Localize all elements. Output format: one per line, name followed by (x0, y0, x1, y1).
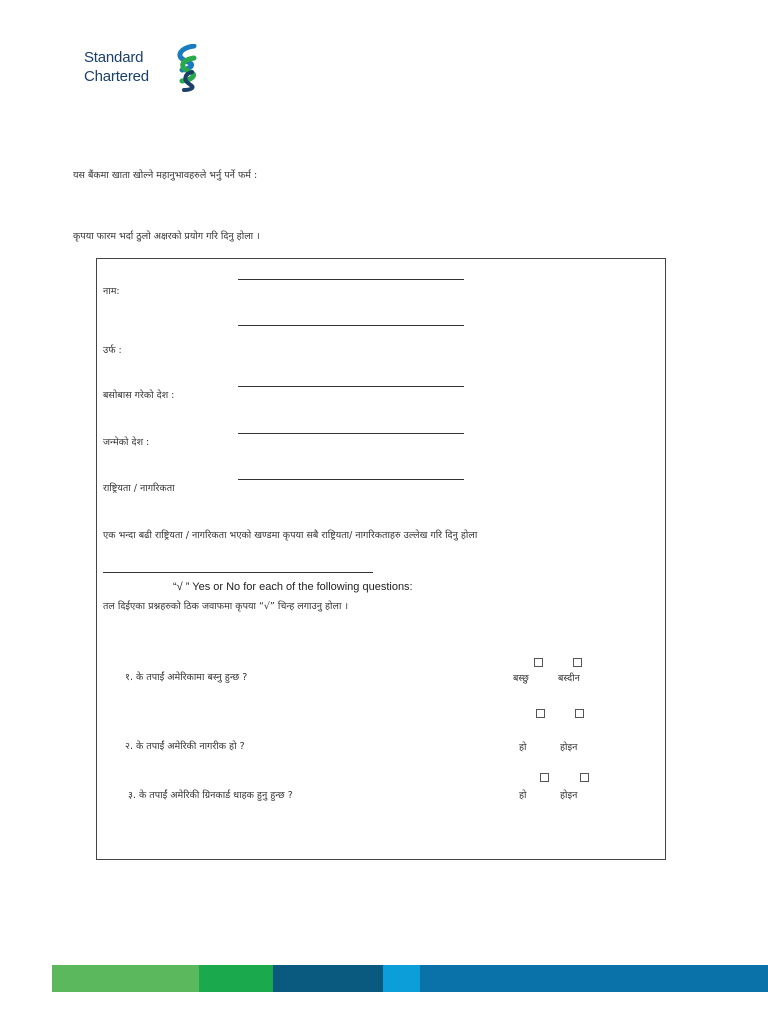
alias-input-line[interactable] (238, 386, 464, 387)
brand-band-segment-5 (420, 965, 768, 992)
question-1-no-checkbox[interactable] (573, 658, 582, 667)
multi-nationality-note: एक भन्दा बढी राष्ट्रियता / नागरिकता भएको खण्डमा कृपया सबै राष्ट्रियता/ नागरिकताहरु उल्लेख गरि दिनु होला (103, 530, 478, 541)
instruction-text: कृपया फारम भर्दा ठुलो अक्षरको प्रयोग गरि दिनु होला । (73, 231, 260, 242)
brand-band-segment-4 (383, 965, 420, 992)
nationality-label: राष्ट्रियता / नागरिकता (103, 483, 175, 494)
logo-line-1: Standard (84, 49, 144, 66)
alias-label: उर्फ : (103, 345, 122, 356)
question-2-no-checkbox[interactable] (575, 709, 584, 718)
country-of-birth-input-line[interactable] (238, 479, 464, 480)
standard-chartered-logo (84, 44, 204, 96)
question-3-yes-checkbox[interactable] (540, 773, 549, 782)
question-3-text: ३. के तपाईं अमेरिकी ग्रिनकार्ड धाहक हुनु हुन्छ ? (128, 790, 293, 801)
name-input-line[interactable] (238, 325, 464, 326)
application-form-box (96, 258, 666, 860)
question-3-no-label: होइन (560, 790, 578, 801)
logo-text (84, 48, 149, 86)
brand-band-segment-1 (52, 965, 199, 992)
country-of-residence-input-line[interactable] (238, 433, 464, 434)
question-1-yes-checkbox[interactable] (534, 658, 543, 667)
question-1-text: १. के तपाईं अमेरिकामा बस्नु हुन्छ ? (125, 672, 248, 683)
logo-line-2: Chartered (84, 68, 149, 85)
country-of-birth-label: जन्मेको देश : (103, 437, 150, 448)
questions-intro-english: “√ ” Yes or No for each of the following questions: (173, 581, 413, 593)
logo-mark-icon (172, 44, 200, 92)
intro-text: यस बैंकमा खाता खोल्ने महानुभावहरुले भर्नु पर्ने फर्म : (73, 170, 258, 181)
question-2-yes-checkbox[interactable] (536, 709, 545, 718)
question-3-yes-label: हो (519, 790, 527, 801)
brand-band-segment-3 (273, 965, 383, 992)
question-2-yes-label: हो (519, 742, 527, 753)
nationality-input-line[interactable] (103, 572, 373, 573)
country-of-residence-label: बसोबास गरेको देश : (103, 390, 175, 401)
question-1-no-label: बस्दीन (558, 673, 580, 684)
questions-intro-nepali: तल दिईएका प्रश्नहरुको ठिक जवाफमा कृपया “√” चिन्ह लगाउनु होला । (103, 601, 349, 612)
question-2-no-label: होइन (560, 742, 578, 753)
brand-band-segment-2 (199, 965, 273, 992)
question-2-text: २. के तपाईं अमेरिकी नागरीक हो ? (125, 741, 245, 752)
question-1-yes-label: बस्छु (513, 673, 529, 684)
question-3-no-checkbox[interactable] (580, 773, 589, 782)
name-line-top (238, 279, 464, 280)
name-label: नाम: (103, 286, 120, 297)
